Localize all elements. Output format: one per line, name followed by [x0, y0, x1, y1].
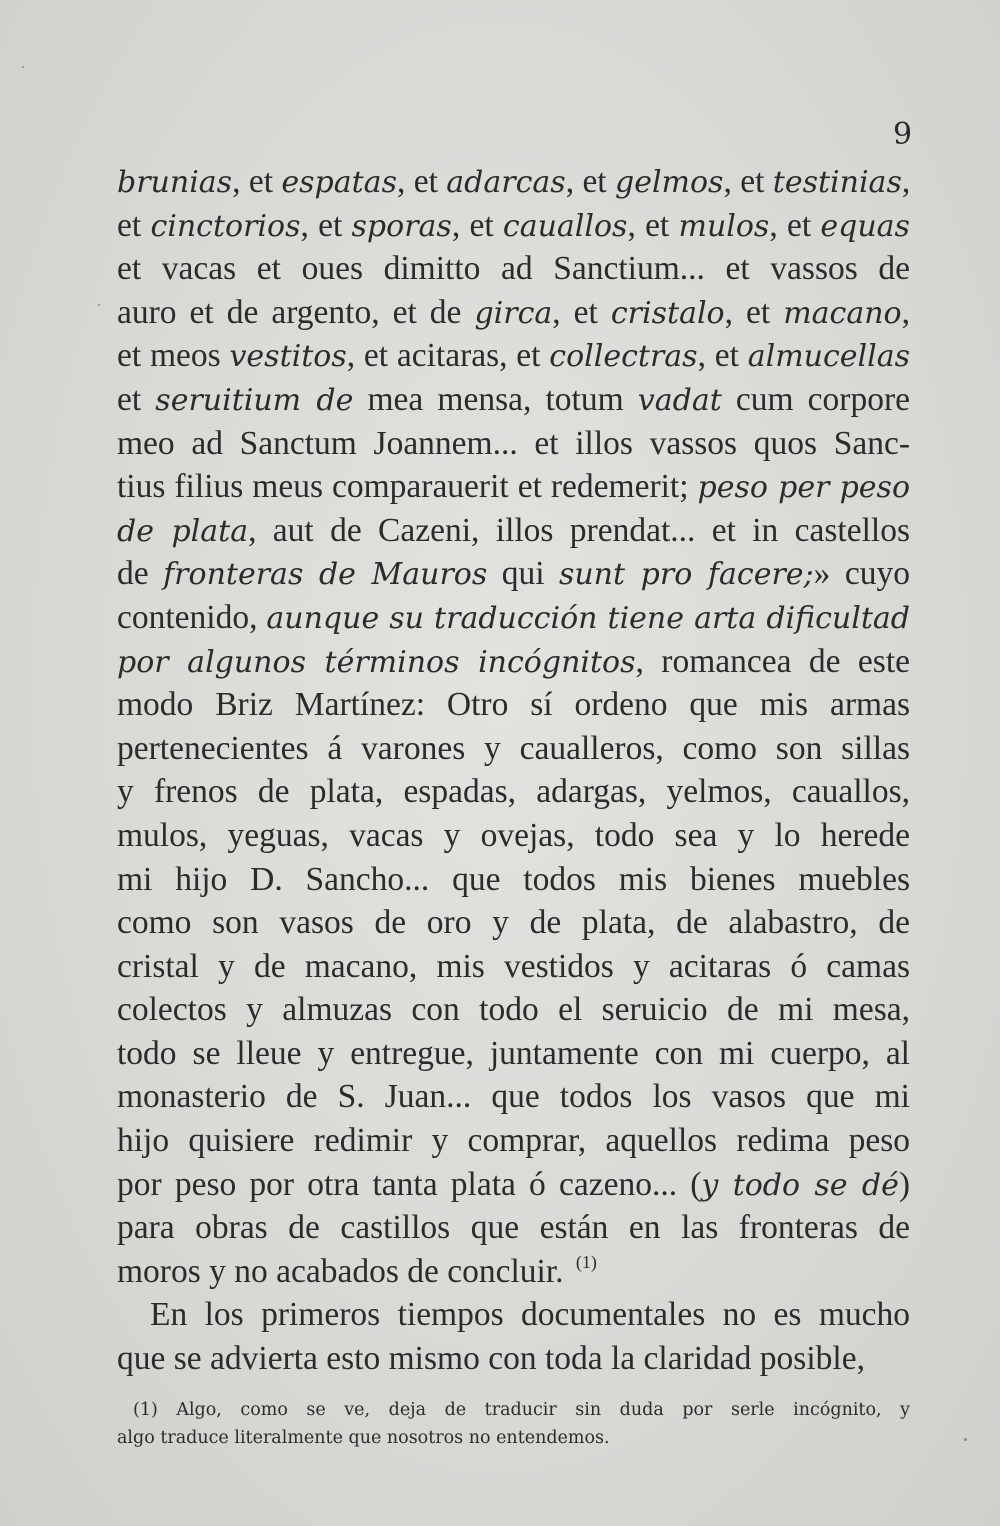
text-run: meo ad Sanctum Joannem... et illos vassos quos Sanc- — [117, 424, 910, 462]
footnote — [117, 1396, 910, 1452]
paper-speck — [98, 304, 100, 306]
text-run: que se advierta esto mismo con toda la claridad posible, — [117, 1340, 865, 1378]
text-line — [117, 378, 910, 422]
text-run: modo Briz Martínez: Otro sí ordeno que mis armas — [117, 686, 910, 724]
italic-term: cauallos — [502, 208, 628, 244]
text-run: mulos, yeguas, vacas y ovejas, todo sea y lo herede — [117, 816, 910, 854]
text-run: , et — [565, 163, 615, 200]
italic-term: vadat — [637, 382, 722, 418]
italic-term: testinias — [772, 165, 902, 200]
italic-term: cristalo — [610, 295, 725, 331]
text-run: , et — [552, 293, 611, 331]
text-run: et vacas et oues dimitto ad Sanctium... et vassos de — [117, 250, 910, 288]
italic-term: sunt pro facere; — [558, 557, 814, 593]
text-line — [117, 770, 910, 814]
italic-term: mulos — [678, 208, 770, 244]
italic-term: fronteras de Mauros — [163, 557, 488, 593]
text-run: de — [117, 555, 164, 593]
text-run: , — [901, 163, 911, 200]
text-line — [117, 945, 910, 989]
text-run: , et — [451, 206, 503, 244]
text-run: cum corpore — [721, 380, 910, 418]
text-run: todo se lleue y entregue, juntamente con mi cuerpo, al — [117, 1034, 910, 1072]
paper-speck — [22, 66, 24, 68]
text-run: tius filius meus comparauerit et redemerit; — [117, 468, 698, 506]
text-run: mi hijo D. Sancho... que todos mis bienes muebles — [117, 860, 910, 898]
text-run: hijo quisiere redimir y comprar, aquellos redima peso — [117, 1122, 910, 1160]
text-run: En los primeros tiempos documentales no es mucho — [150, 1296, 910, 1334]
text-line — [117, 596, 910, 640]
footnote-marker: (1) — [575, 1251, 597, 1272]
text-line — [117, 465, 910, 509]
text-line — [117, 509, 910, 553]
italic-term: por algunos términos incógnitos — [117, 644, 636, 680]
text-line — [117, 334, 910, 378]
text-line — [117, 640, 910, 684]
text-run: colectos y almuzas con todo el seruicio de mi mesa, — [117, 991, 910, 1029]
text-run: et meos — [117, 337, 230, 375]
italic-term: adarcas — [446, 165, 566, 200]
italic-term: espatas — [281, 165, 397, 200]
text-line — [117, 727, 910, 771]
text-line — [117, 988, 910, 1032]
text-line — [117, 1337, 910, 1381]
italic-term: almucellas — [747, 339, 910, 375]
text-run: mea mensa, totum — [353, 380, 638, 418]
italic-term: aunque su traducción tiene arta dificultad — [266, 600, 910, 636]
footnote-line: algo traduce literalmente que nosotros no entendemos. — [117, 1428, 610, 1448]
text-run: , et — [627, 206, 679, 244]
text-run: y frenos de plata, espadas, adargas, yelmos, cauallos, — [117, 773, 910, 811]
text-run: , et — [300, 206, 352, 244]
text-run: et — [117, 380, 156, 418]
text-line — [117, 1163, 910, 1207]
italic-term: sporas — [351, 208, 452, 244]
paper-speck — [964, 1438, 967, 1441]
text-run: , et — [697, 337, 748, 375]
text-run: pertenecientes á varones y caualleros, como son sillas — [117, 729, 910, 767]
italic-term: vestitos — [229, 339, 347, 375]
text-line — [117, 901, 910, 945]
italic-term: seruitium de — [155, 382, 354, 418]
text-run: como son vasos de oro y de plata, de alabastro, de — [117, 904, 910, 942]
text-run: qui — [487, 555, 559, 593]
text-line — [117, 1032, 910, 1076]
italic-term: cinctorios — [150, 208, 301, 244]
text-line — [117, 1119, 910, 1163]
text-run: moros y no acabados de concluir. — [117, 1252, 572, 1290]
text-run: » cuyo — [813, 555, 910, 593]
text-run: et — [117, 206, 151, 244]
italic-term: girca — [474, 295, 553, 331]
page-number: 9 — [893, 117, 913, 152]
text-run: , aut de Cazeni, illos prendat... et in castellos — [248, 511, 910, 549]
italic-term: brunias — [117, 165, 233, 200]
text-run: por peso por otra tanta plata ó cazeno... ( — [117, 1165, 702, 1203]
text-line — [117, 291, 910, 335]
text-line — [117, 1293, 910, 1337]
text-line — [117, 552, 910, 596]
italic-term: macano — [783, 295, 902, 331]
italic-term: collectras — [549, 339, 698, 375]
text-run: cristal y de macano, mis vestidos y acitaras ó camas — [117, 947, 910, 985]
text-line — [117, 1250, 910, 1294]
body-text — [117, 160, 910, 1381]
text-line — [117, 1206, 910, 1250]
text-line — [117, 814, 910, 858]
text-run: , et — [723, 163, 773, 200]
text-line — [117, 1075, 910, 1119]
italic-term: equas — [820, 208, 910, 244]
text-run: , et — [724, 293, 784, 331]
italic-term: de plata — [117, 513, 249, 549]
text-run: auro et de argento, et de — [117, 293, 475, 331]
text-line — [117, 858, 910, 902]
text-line — [117, 683, 910, 727]
text-run: contenido, — [117, 598, 267, 636]
text-run: , et — [396, 163, 447, 200]
footnote-line: (1) Algo, como se ve, deja de traducir sin duda por serle incógnito, y — [133, 1400, 910, 1420]
text-run: , et acitaras, et — [346, 337, 550, 375]
text-run: , et — [769, 206, 821, 244]
text-run: monasterio de S. Juan... que todos los vasos que mi — [117, 1078, 910, 1116]
italic-term: peso per peso — [697, 470, 911, 506]
text-run: ) — [898, 1165, 911, 1203]
text-run: , et — [232, 163, 282, 200]
text-run: , — [901, 293, 910, 331]
text-run: para obras de castillos que están en las fronteras de — [117, 1209, 910, 1247]
italic-term: y todo se dé — [701, 1167, 899, 1203]
text-line — [117, 160, 910, 204]
text-line — [117, 422, 910, 466]
text-run: , romancea de este — [635, 642, 910, 680]
italic-term: gelmos — [615, 165, 724, 200]
text-line — [117, 247, 910, 291]
text-line — [117, 204, 910, 248]
